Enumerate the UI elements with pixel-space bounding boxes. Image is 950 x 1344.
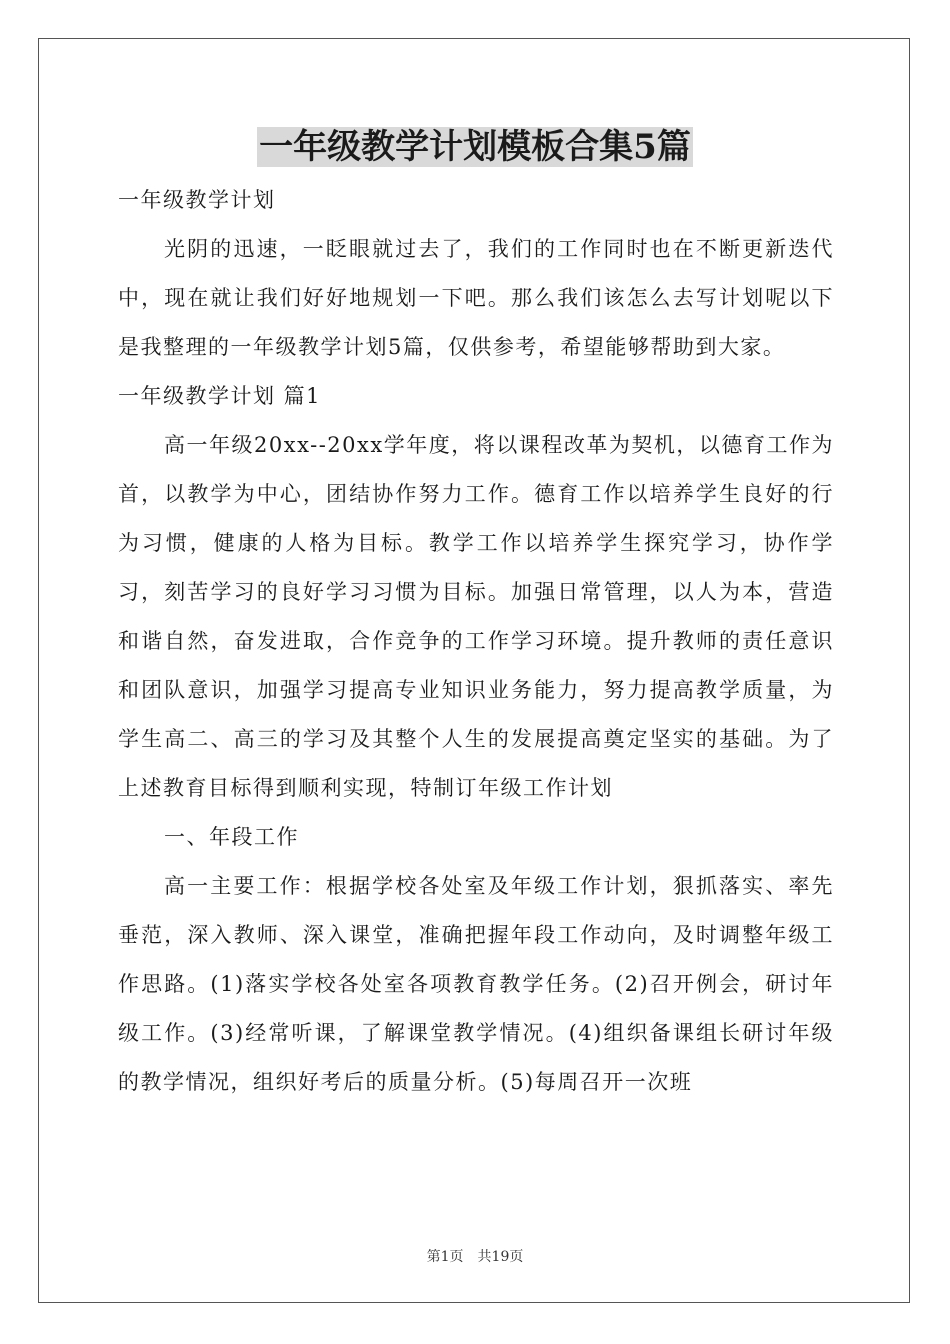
body-paragraph-2: 高一主要工作：根据学校各处室及年级工作计划，狠抓落实、率先垂范，深入教师、深入课堂，准确把握年段工作动向，及时调整年级工作思路。(1)落实学校各处室各项教育教学任务。(2)召开例会，研讨年级工作。(3)经常听课，了解课堂教学情况。(4)组织备课组长研讨年级的教学情况，组织好考后的质量分析。(5)每周召开一次班: [118, 874, 834, 1094]
subheading-plan: 一年级教学计划: [118, 188, 276, 212]
section-heading: 一、年段工作: [164, 825, 299, 849]
page-footer: 第1页 共19页: [426, 1249, 524, 1265]
subheading-part-1: 一年级教学计划 篇1: [118, 384, 322, 408]
document-title: [0, 122, 950, 172]
body-paragraph-1: 高一年级20xx--20xx学年度，将以课程改革为契机，以德育工作为首，以教学为中心，团结协作努力工作。德育工作以培养学生良好的行为习惯，健康的人格为目标。教学工作以培养学生探究学习，协作学习，刻苦学习的良好学习习惯为目标。加强日常管理，以人为本，营造和谐自然，奋发进取，合作竞争的工作学习环境。提升教师的责任意识和团队意识，加强学习提高专业知识业务能力，努力提高教学质量，为学生高二、高三的学习及其整个人生的发展提高奠定坚实的基础。为了上述教育目标得到顺利实现，特制订年级工作计划: [118, 433, 834, 800]
document-title-text: 一年级教学计划模板合集5篇: [259, 127, 691, 167]
document-body: [118, 176, 834, 1107]
intro-paragraph: 光阴的迅速，一眨眼就过去了，我们的工作同时也在不断更新迭代中，现在就让我们好好地规划一下吧。那么我们该怎么去写计划呢以下是我整理的一年级教学计划5篇，仅供参考，希望能够帮助到大家。: [118, 237, 834, 359]
